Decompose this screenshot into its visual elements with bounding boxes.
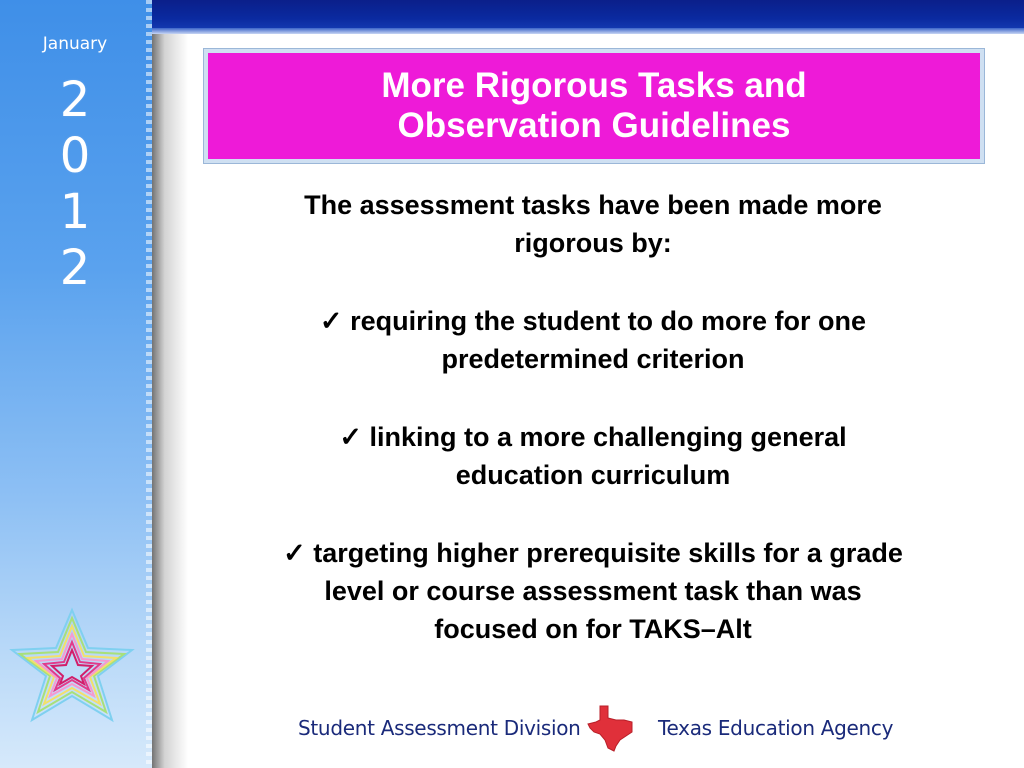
intro-line: rigorous by: [514, 228, 672, 258]
slide-body [210, 186, 976, 688]
slide-title [208, 53, 980, 159]
year-vertical [0, 72, 150, 296]
title-line: Observation Guidelines [397, 106, 791, 145]
intro-paragraph [210, 186, 976, 262]
bullet-text: targeting higher prerequisite skills for a grade [313, 538, 903, 568]
bullet-text: requiring the student to do more for one [350, 306, 867, 336]
top-banner [152, 0, 1024, 34]
title-line: More Rigorous Tasks and [381, 66, 807, 105]
footer-division: Student Assessment Division [298, 716, 581, 740]
star-icon [8, 606, 136, 724]
bullet-item [210, 302, 976, 378]
year-digit: 1 [59, 184, 91, 240]
bullet-line: level or course assessment task than was [324, 576, 862, 606]
bullet-item [210, 534, 976, 648]
bullet-line: education curriculum [455, 460, 731, 490]
bullet-line: predetermined criterion [441, 344, 745, 374]
bullet-line [210, 302, 976, 340]
texas-map-icon [586, 702, 636, 752]
bullet-item [210, 418, 976, 494]
check-icon: ✓ [319, 306, 343, 336]
bullet-line [210, 534, 976, 572]
year-digit: 2 [59, 240, 91, 296]
year-digit: 0 [59, 128, 91, 184]
intro-line: The assessment tasks have been made more [304, 190, 882, 220]
check-icon: ✓ [283, 538, 306, 568]
sidebar-shadow [152, 0, 188, 768]
year-digit: 2 [59, 72, 91, 128]
check-icon: ✓ [339, 422, 362, 452]
footer-agency: Texas Education Agency [658, 716, 894, 740]
month-label: January [42, 34, 108, 54]
bullet-line [210, 418, 976, 456]
bullet-line: focused on for TAKS–Alt [434, 614, 752, 644]
bullet-text: linking to a more challenging general [369, 422, 847, 452]
